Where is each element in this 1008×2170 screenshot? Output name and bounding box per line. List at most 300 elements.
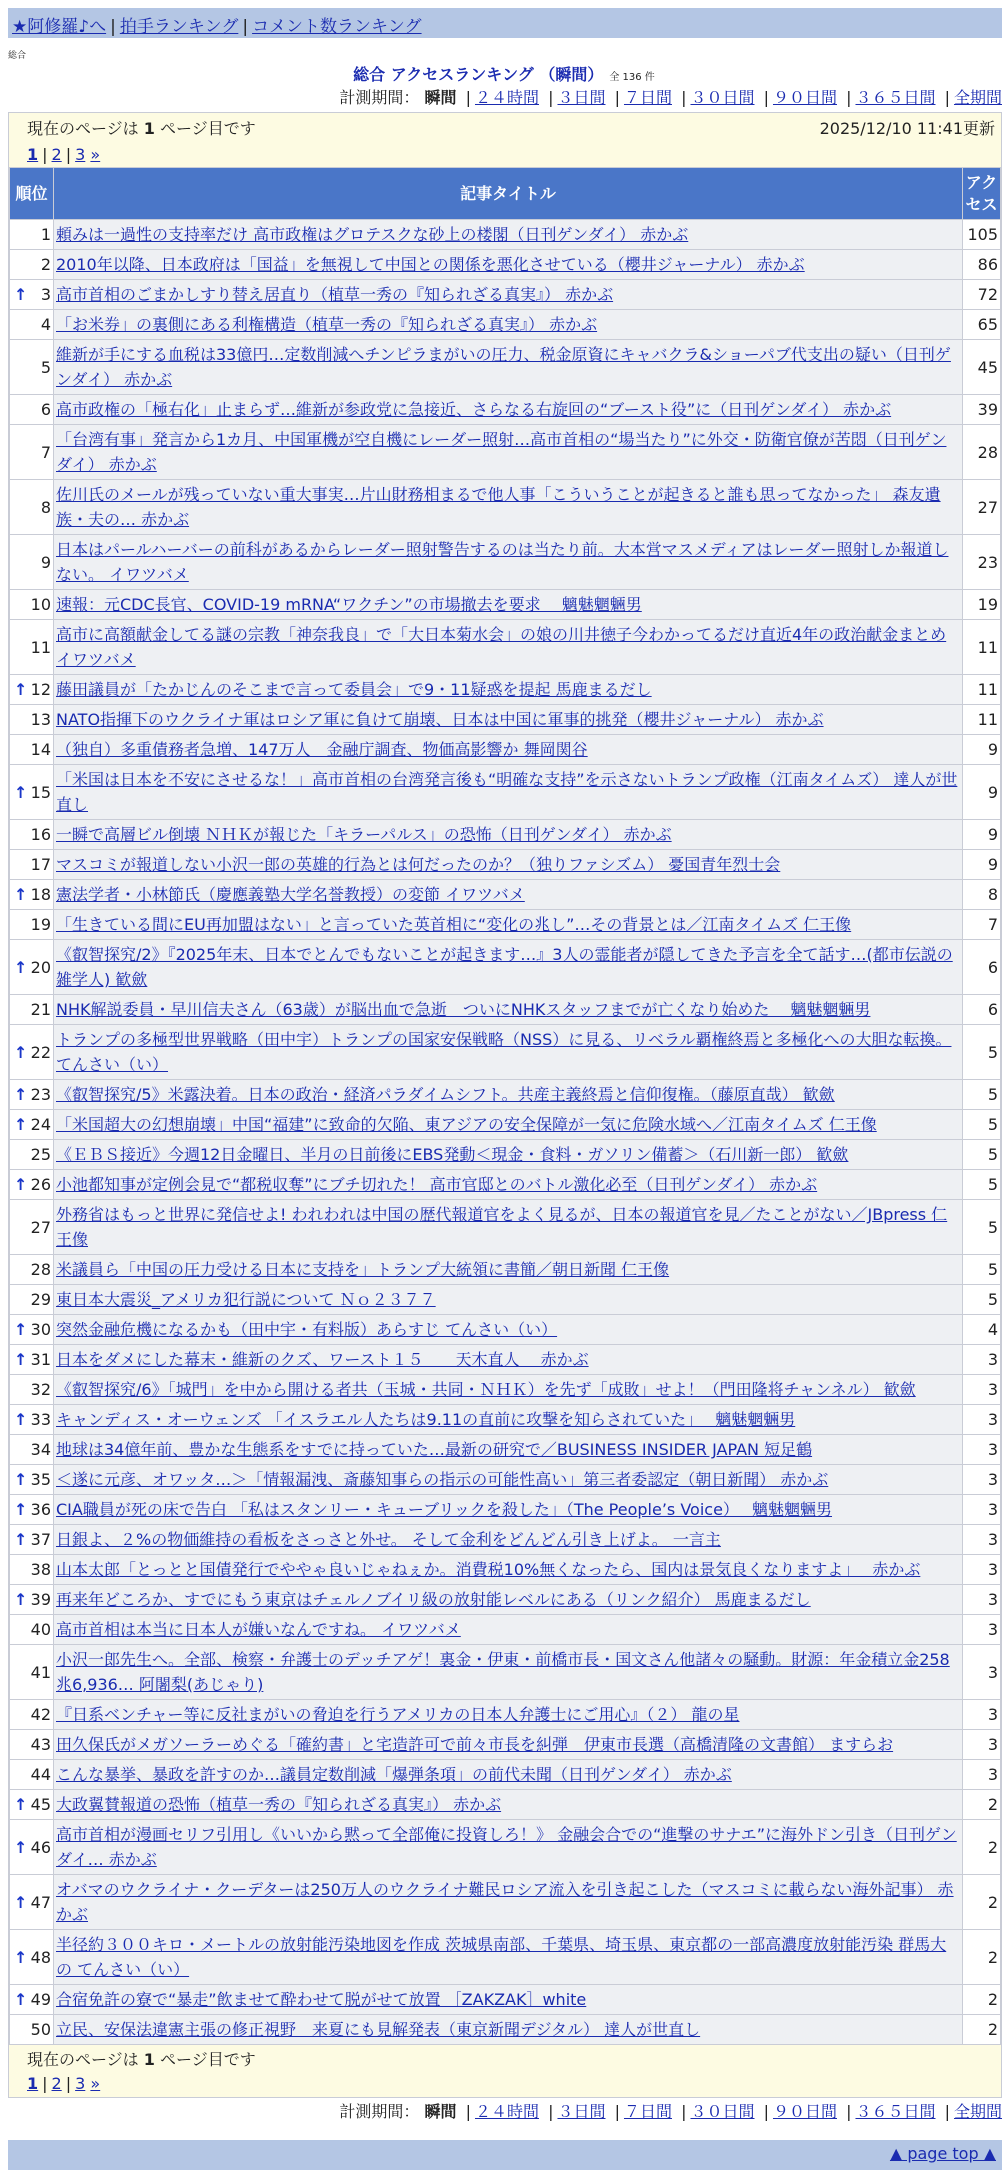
rank-number: 34: [30, 1440, 51, 1459]
access-count: 28: [963, 425, 1001, 480]
period-label: 計測期間：: [339, 2102, 420, 2121]
article-link[interactable]: 「米国は日本を不安にさせるな！」高市首相の台湾発言後も“明確な支持”を示さないトランプ政権（江南タイムズ） 達人が世直し: [56, 770, 958, 814]
rank-cell: [10, 1585, 54, 1615]
article-link[interactable]: 維新が手にする血税は33億円…定数削減へチンピラまがいの圧力、税金原資にキャバクラ&ショーパブ代支出の疑い（日刊ゲンダイ） 赤かぶ: [56, 345, 951, 389]
rank-number: 29: [30, 1290, 51, 1309]
title-cell: [54, 340, 963, 395]
title-cell: [54, 1255, 963, 1285]
access-count: 5: [963, 1080, 1001, 1110]
title-cell: [54, 1820, 963, 1875]
rank-cell: [10, 280, 54, 310]
title-cell: [54, 1525, 963, 1555]
rank-number: 1: [40, 225, 51, 244]
rank-number: 16: [30, 825, 51, 844]
article-link[interactable]: 半径約３００キロ・メートルの放射能汚染地図を作成 茨城県南部、千葉県、埼玉県、東京都の一部高濃度放射能汚染 群馬大の てんさい（い）: [56, 1935, 947, 1979]
period-24h[interactable]: ２４時間: [474, 88, 539, 107]
title-cell: [54, 2015, 963, 2045]
period-30d[interactable]: ３０日間: [690, 2102, 755, 2121]
rank-cell: [10, 590, 54, 620]
article-link[interactable]: 速報：元CDC長官、COVID-19 mRNA“ワクチン”の市場撤去を要求 魑魅魍魎男: [56, 595, 642, 614]
rank-cell: [10, 735, 54, 765]
access-count: 2: [963, 1875, 1001, 1930]
article-link[interactable]: NHK解説委員・早川信夫さん（63歳）が脳出血で急逝 ついにNHKスタッフまでが亡くなり始めた 魑魅魍魎男: [56, 1000, 871, 1019]
rank-number: 42: [30, 1705, 51, 1724]
rank-up-arrow-icon: ↑: [14, 1590, 28, 1609]
article-link[interactable]: 山本太郎「とっとと国債発行でややゃ良いじゃねぇか。消費税10%無くなったら、国内は景気良くなりますよ」 赤かぶ: [56, 1560, 921, 1579]
rank-cell: [10, 480, 54, 535]
rank-number: 4: [40, 315, 51, 334]
period-3d[interactable]: ３日間: [557, 2102, 606, 2121]
access-count: 72: [963, 280, 1001, 310]
access-count: 3: [963, 1645, 1001, 1700]
table-row: [10, 910, 1001, 940]
category-label: 総合: [8, 51, 27, 61]
ranking-table: [9, 167, 1001, 2045]
access-count: 5: [963, 1140, 1001, 1170]
header-access: アクセス: [963, 168, 1001, 220]
page-top-link[interactable]: ▲ page top ▲: [889, 2144, 996, 2163]
rank-number: 3: [40, 285, 51, 304]
page-next[interactable]: »: [90, 145, 101, 164]
article-link[interactable]: 《ＥＢＳ接近》今週12日金曜日、半月の日前後にEBS発動＜現金・食料・ガソリン備蓄＞（石川新一郎） 歓歛: [56, 1145, 849, 1164]
article-link[interactable]: 小沢一郎先生へ。全部、検察・弁護士のデッチアゲ！裏金・伊東・前橋市長・国文さん他諸々の騒動。財源：年金積立金258兆6,936… 阿闍梨(あじゃり): [56, 1650, 950, 1694]
article-link[interactable]: 高市に高額献金してる謎の宗教「神奈我良」で「大日本菊水会」の娘の川井徳子今わかってるだけ直近4年の政治献金まとめ イワツバメ: [56, 625, 947, 669]
rank-number: 30: [30, 1320, 51, 1339]
article-link[interactable]: マスコミが報道しない小沢一郎の英雄的行為とは何だったのか？（独りファシズム） 憂国青年烈士会: [56, 855, 781, 874]
rank-number: 28: [30, 1260, 51, 1279]
article-link[interactable]: 立民、安保法違憲主張の修正視野 来夏にも見解発表（東京新聞デジタル） 達人が世直し: [56, 2020, 701, 2039]
article-link[interactable]: 突然金融危機になるかも（田中宇・有料版）あらすじ てんさい（い）: [56, 1320, 558, 1339]
rank-number: 12: [30, 680, 51, 699]
table-row: [10, 1255, 1001, 1285]
rank-number: 50: [30, 2020, 51, 2039]
rank-cell: [10, 2015, 54, 2045]
rank-number: 15: [30, 782, 51, 802]
article-link[interactable]: 憲法学者・小林節氏（慶應義塾大学名誉教授）の変節 イワツバメ: [56, 885, 525, 904]
table-row: [10, 1790, 1001, 1820]
title-cell: [54, 1025, 963, 1080]
table-row: [10, 1025, 1001, 1080]
period-3d[interactable]: ３日間: [557, 88, 606, 107]
title-cell: [54, 1435, 963, 1465]
rank-number: 45: [30, 1795, 51, 1814]
article-link[interactable]: 外務省はもっと世界に発信せよ! われわれは中国の歴代報道官をよく見るが、日本の報道官を見／たことがない／JBpress 仁王像: [56, 1205, 948, 1249]
table-row: [10, 250, 1001, 280]
access-count: 3: [963, 1465, 1001, 1495]
table-row: [10, 1080, 1001, 1110]
article-link[interactable]: 《叡智探究/2》『2025年末、日本でとんでもないことが起きます…』3人の霊能者が隠してきた予言を全て話す…(都市伝説の雑学人) 歓歛: [56, 945, 953, 989]
title-cell: [54, 880, 963, 910]
bottom-bar: [8, 2140, 1002, 2170]
table-header: [10, 168, 1001, 220]
article-link[interactable]: 頼みは一過性の支持率だけ 高市政権はグロテスクな砂上の楼閣（日刊ゲンダイ） 赤かぶ: [56, 225, 689, 244]
rank-number: 17: [30, 855, 51, 874]
article-link[interactable]: 「米国超大の幻想崩壊」中国“福建”に致命的欠陥、東アジアの安全保障が一気に危険水域へ／江南タイムズ 仁王像: [56, 1115, 877, 1134]
rank-number: 47: [30, 1892, 51, 1912]
table-row: [10, 1820, 1001, 1875]
table-row: [10, 220, 1001, 250]
title-cell: [54, 1615, 963, 1645]
rank-up-arrow-icon: ↑: [14, 1500, 28, 1519]
rank-number: 23: [30, 1085, 51, 1104]
access-count: 3: [963, 1555, 1001, 1585]
item-count: 全 136 件: [609, 72, 655, 83]
rank-cell: [10, 220, 54, 250]
title-cell: [54, 1495, 963, 1525]
rank-up-arrow-icon: ↑: [14, 1175, 28, 1194]
table-row: [10, 1730, 1001, 1760]
article-link[interactable]: こんな暴挙、暴政を許すのか…議員定数削減「爆弾条項」の前代未聞（日刊ゲンダイ） 赤かぶ: [56, 1765, 732, 1784]
link-asyura[interactable]: ★阿修羅♪へ: [12, 17, 107, 37]
rank-number: 44: [30, 1765, 51, 1784]
title-cell: [54, 480, 963, 535]
table-row: [10, 940, 1001, 995]
access-count: 5: [963, 1110, 1001, 1140]
article-link[interactable]: 「台湾有事」発言から1カ月、中国軍機が空自機にレーダー照射…高市首相の“場当たり”に外交・防衛官僚が苦悶（日刊ゲンダイ） 赤かぶ: [56, 430, 947, 474]
link-clap-ranking[interactable]: 拍手ランキング: [119, 17, 239, 37]
table-row: [10, 620, 1001, 675]
access-count: 3: [963, 1525, 1001, 1555]
article-link[interactable]: 『日系ベンチャー等に反社まがいの脅迫を行うアメリカの日本人弁護士にご用心』（２） 龍の星: [56, 1705, 740, 1724]
page-info-footer: [9, 2045, 1001, 2097]
table-row: [10, 1140, 1001, 1170]
access-count: 11: [963, 620, 1001, 675]
top-nav: [8, 8, 1002, 38]
table-row: [10, 590, 1001, 620]
title-cell: [54, 250, 963, 280]
page-info-num: 1: [143, 119, 155, 138]
article-link[interactable]: 合宿免許の寮で“暴走”飲ませて酔わせて脱がせて放置 ［ZAKZAK］white: [56, 1990, 587, 2009]
period-90d[interactable]: ９０日間: [772, 2102, 837, 2121]
rank-number: 41: [30, 1662, 51, 1682]
rank-number: 8: [40, 497, 51, 517]
rank-number: 38: [30, 1560, 51, 1579]
rank-cell: [10, 535, 54, 590]
table-row: [10, 1930, 1001, 1985]
rank-cell: [10, 850, 54, 880]
rank-number: 36: [30, 1500, 51, 1519]
article-link[interactable]: NATO指揮下のウクライナ軍はロシア軍に負けて崩壊、日本は中国に軍事的挑発（櫻井ジャーナル） 赤かぶ: [56, 710, 824, 729]
rank-number: 10: [30, 595, 51, 614]
access-count: 4: [963, 1315, 1001, 1345]
access-count: 5: [963, 1285, 1001, 1315]
rank-cell: [10, 1170, 54, 1200]
rank-number: 27: [30, 1217, 51, 1237]
title-cell: [54, 820, 963, 850]
page-title: 総合 アクセスランキング （瞬間）: [353, 65, 604, 84]
access-count: 3: [963, 1730, 1001, 1760]
title-cell: [54, 1170, 963, 1200]
rank-up-arrow-icon: ↑: [14, 1410, 28, 1429]
article-link[interactable]: 日本をダメにした幕末・維新のクズ、ワースト１５ 天木直人 赤かぶ: [56, 1350, 589, 1369]
article-link[interactable]: （独自）多重債務者急増、147万人 金融庁調査、物価高影響か 舞岡関谷: [56, 740, 588, 759]
period-selector-bottom: 計測期間： 瞬間 | ２４時間 | ３日間 | ７日間 | ３０日間 | ９０日間 | ３６５日間 | 全期間: [339, 2102, 1002, 2121]
rank-cell: [10, 340, 54, 395]
table-row: [10, 1875, 1001, 1930]
table-row: [10, 995, 1001, 1025]
rank-number: 14: [30, 740, 51, 759]
rank-cell: [10, 1525, 54, 1555]
access-count: 6: [963, 995, 1001, 1025]
table-row: [10, 1615, 1001, 1645]
table-row: [10, 705, 1001, 735]
period-24h[interactable]: ２４時間: [474, 2102, 539, 2121]
header-rank: 順位: [10, 168, 54, 220]
rank-cell: [10, 1875, 54, 1930]
article-link[interactable]: 2010年以降、日本政府は「国益」を無視して中国との関係を悪化させている（櫻井ジャーナル） 赤かぶ: [56, 255, 805, 274]
page-link-3[interactable]: 3: [75, 145, 86, 164]
title-cell: [54, 705, 963, 735]
title-cell: [54, 1375, 963, 1405]
article-link[interactable]: キャンディス・オーウェンズ 「イスラエル人たちは9.11の直前に攻撃を知らされていた」 魑魅魍魎男: [56, 1410, 796, 1429]
page-info-suffix: ページ目です: [160, 119, 256, 138]
access-count: 5: [963, 1170, 1001, 1200]
article-link[interactable]: 再来年どころか、すでにもう東京はチェルノブイリ級の放射能レベルにある（リンク紹介） 馬鹿まるだし: [56, 1590, 811, 1609]
rank-number: 6: [40, 400, 51, 419]
rank-cell: [10, 1110, 54, 1140]
period-all[interactable]: 全期間: [953, 2102, 1002, 2121]
title-cell: [54, 1985, 963, 2015]
title-cell: [54, 765, 963, 820]
rank-cell: [10, 1465, 54, 1495]
access-count: 105: [963, 220, 1001, 250]
rank-cell: [10, 1645, 54, 1700]
access-count: 7: [963, 910, 1001, 940]
title-cell: [54, 1140, 963, 1170]
title-cell: [54, 1700, 963, 1730]
rank-cell: [10, 1200, 54, 1255]
rank-up-arrow-icon: ↑: [14, 1350, 28, 1369]
page-info-bar: [9, 113, 1001, 167]
rank-cell: [10, 1930, 54, 1985]
rank-cell: [10, 1615, 54, 1645]
rank-number: 39: [30, 1590, 51, 1609]
article-link[interactable]: オバマのウクライナ・クーデターは250万人のウクライナ難民ロシア流入を引き起こした（マスコミに載らない海外記事） 赤かぶ: [56, 1880, 954, 1924]
access-count: 2: [963, 1985, 1001, 2015]
rank-up-arrow-icon: ↑: [14, 1530, 28, 1549]
rank-number: 18: [30, 885, 51, 904]
table-row: [10, 735, 1001, 765]
article-link[interactable]: 小池都知事が定例会見で“都税収奪”にブチ切れた！ 高市官邸とのバトル激化必至（日刊ゲンダイ） 赤かぶ: [56, 1175, 818, 1194]
rank-number: 26: [30, 1175, 51, 1194]
title-cell: [54, 940, 963, 995]
title-cell: [54, 1760, 963, 1790]
rank-cell: [10, 1315, 54, 1345]
rank-up-arrow-icon: ↑: [14, 680, 28, 699]
rank-up-arrow-icon: ↑: [14, 1320, 28, 1339]
article-link[interactable]: 高市首相のごまかしすり替え居直り（植草一秀の『知られざる真実』） 赤かぶ: [56, 285, 614, 304]
rank-number: 9: [40, 552, 51, 572]
page-info-suffix: ページ目です: [160, 2050, 256, 2069]
article-link[interactable]: 東日本大震災_アメリカ犯行説について Ｎｏ２３７７: [56, 1290, 436, 1309]
article-link[interactable]: 「お米券」の裏側にある利権構造（植草一秀の『知られざる真実』） 赤かぶ: [56, 315, 598, 334]
table-row: [10, 1585, 1001, 1615]
table-row: [10, 340, 1001, 395]
rank-number: 24: [30, 1115, 51, 1134]
rank-cell: [10, 620, 54, 675]
title-cell: [54, 535, 963, 590]
rank-up-arrow-icon: ↑: [14, 1795, 28, 1814]
page-current[interactable]: 1: [27, 145, 39, 164]
period-7d[interactable]: ７日間: [623, 88, 672, 107]
page-link-2[interactable]: 2: [51, 145, 62, 164]
access-count: 3: [963, 1700, 1001, 1730]
access-count: 3: [963, 1615, 1001, 1645]
rank-cell: [10, 1700, 54, 1730]
rank-cell: [10, 1255, 54, 1285]
period-365d[interactable]: ３６５日間: [855, 2102, 936, 2121]
rank-cell: [10, 1025, 54, 1080]
table-row: [10, 675, 1001, 705]
separator: |: [242, 17, 249, 37]
rank-number: 40: [30, 1620, 51, 1639]
access-count: 9: [963, 820, 1001, 850]
table-row: [10, 1645, 1001, 1700]
table-row: [10, 1285, 1001, 1315]
title-cell: [54, 1200, 963, 1255]
link-comment-ranking[interactable]: コメント数ランキング: [252, 17, 422, 37]
pagination: 1 | 2 | 3 »: [27, 145, 101, 164]
access-count: 45: [963, 340, 1001, 395]
rank-cell: [10, 705, 54, 735]
period-selector: 計測期間： 瞬間 | ２４時間 | ３日間 | ７日間 | ３０日間 | ９０日間 | ３６５日間 | 全期間: [339, 88, 1002, 107]
page-current[interactable]: 1: [27, 2074, 39, 2093]
access-count: 2: [963, 2015, 1001, 2045]
title-cell: [54, 1315, 963, 1345]
article-link[interactable]: トランプの多極型世界戦略（田中宇）トランプの国家安保戦略（NSS）に見る、リベラル覇権終焉と多極化への大胆な転換。 てんさい（い）: [56, 1030, 952, 1074]
period-7d[interactable]: ７日間: [623, 2102, 672, 2121]
article-link[interactable]: 一瞬で高層ビル倒壊 ＮＨＫが報じた「キラーパルス」の恐怖（日刊ゲンダイ） 赤かぶ: [56, 825, 672, 844]
rank-cell: [10, 1080, 54, 1110]
article-link[interactable]: 大政翼賛報道の恐怖（植草一秀の『知られざる真実』） 赤かぶ: [56, 1795, 502, 1814]
access-count: 2: [963, 1930, 1001, 1985]
rank-cell: [10, 1760, 54, 1790]
period-365d[interactable]: ３６５日間: [855, 88, 936, 107]
article-link[interactable]: 地球は34億年前、豊かな生態系をすでに持っていた…最新の研究で／BUSINESS INSIDER JAPAN 短足鶴: [56, 1440, 813, 1459]
table-row: [10, 480, 1001, 535]
table-row: [10, 1985, 1001, 2015]
title-cell: [54, 1645, 963, 1700]
access-count: 23: [963, 535, 1001, 590]
title-cell: [54, 1555, 963, 1585]
page-link-3[interactable]: 3: [75, 2074, 86, 2093]
article-link[interactable]: 「生きている間にEU再加盟はない」と言っていた英首相に“変化の兆し”…その背景とは／江南タイムズ 仁王像: [56, 915, 852, 934]
title-cell: [54, 1465, 963, 1495]
table-row: [10, 280, 1001, 310]
article-link[interactable]: 高市政権の「極右化」止まらず…維新が参政党に急接近、さらなる右旋回の“ブースト役”に（日刊ゲンダイ） 赤かぶ: [56, 400, 892, 419]
table-row: [10, 820, 1001, 850]
article-link[interactable]: CIA職員が死の床で告白 「私はスタンリー・キューブリックを殺した」（The People’s Voice） 魑魅魍魎男: [56, 1500, 833, 1519]
article-link[interactable]: 高市首相が漫画セリフ引用し《いいから黙って全部俺に投資しろ！》 金融会合での“進撃のサナエ”に海外ドン引き（日刊ゲンダイ… 赤かぶ: [56, 1825, 957, 1869]
table-row: [10, 1495, 1001, 1525]
rank-cell: [10, 310, 54, 340]
table-row: [10, 2015, 1001, 2045]
title-cell: [54, 280, 963, 310]
article-link[interactable]: 高市首相は本当に日本人が嫌いなんですね。 イワツバメ: [56, 1620, 461, 1639]
page-info-prefix: 現在のページは: [27, 2050, 139, 2069]
article-link[interactable]: ＜遂に元彦、オワッタ…＞「情報漏洩、斎藤知事らの指示の可能性高い」第三者委認定（朝日新聞） 赤かぶ: [56, 1470, 829, 1489]
rank-number: 22: [30, 1042, 51, 1062]
table-row: [10, 1375, 1001, 1405]
title-cell: [54, 1930, 963, 1985]
table-row: [10, 1760, 1001, 1790]
access-count: 65: [963, 310, 1001, 340]
period-30d[interactable]: ３０日間: [690, 88, 755, 107]
rank-up-arrow-icon: ↑: [14, 1892, 28, 1912]
rank-up-arrow-icon: ↑: [14, 1042, 28, 1062]
rank-cell: [10, 765, 54, 820]
period-all[interactable]: 全期間: [953, 88, 1002, 107]
rank-number: 11: [30, 637, 51, 657]
article-link[interactable]: 《叡智探究/5》米露決着。日本の政治・経済パラダイムシフト。共産主義終焉と信仰復権。（藤原直哉） 歓歛: [56, 1085, 835, 1104]
title-cell: [54, 1405, 963, 1435]
access-count: 9: [963, 735, 1001, 765]
title-cell: [54, 620, 963, 675]
table-row: [10, 880, 1001, 910]
ranking-box: [8, 112, 1002, 2098]
table-row: [10, 850, 1001, 880]
rank-cell: [10, 995, 54, 1025]
access-count: 9: [963, 765, 1001, 820]
table-row: [10, 1525, 1001, 1555]
period-current: 瞬間: [424, 2102, 457, 2121]
title-cell: [54, 735, 963, 765]
article-link[interactable]: 田久保氏がメガソーラーめぐる「確約書」と宅造許可で前々市長を糾弾 伊東市長選（高橋清隆の文書館） ますらお: [56, 1735, 894, 1754]
article-link[interactable]: 藤田議員が「たかじんのそこまで言って委員会」で9・11疑惑を提起 馬鹿まるだし: [56, 680, 652, 699]
rank-cell: [10, 1375, 54, 1405]
table-row: [10, 310, 1001, 340]
table-row: [10, 1700, 1001, 1730]
rank-number: 19: [30, 915, 51, 934]
access-count: 5: [963, 1025, 1001, 1080]
rank-cell: [10, 1730, 54, 1760]
page-link-2[interactable]: 2: [51, 2074, 62, 2093]
rank-cell: [10, 1345, 54, 1375]
title-cell: [54, 910, 963, 940]
title-cell: [54, 1345, 963, 1375]
table-row: [10, 1465, 1001, 1495]
rank-up-arrow-icon: ↑: [14, 1085, 28, 1104]
access-count: 19: [963, 590, 1001, 620]
page-next[interactable]: »: [90, 2074, 101, 2093]
title-cell: [54, 1080, 963, 1110]
article-link[interactable]: 佐川氏のメールが残っていない重大事実…片山財務相まるで他人事「こういうことが起きると誰も思ってなかった」 森友遺族・夫の… 赤かぶ: [56, 485, 941, 529]
table-row: [10, 1405, 1001, 1435]
article-link[interactable]: 日銀よ、２%の物価維持の看板をさっさと外せ。 そして金利をどんどん引き上げよ。 一言主: [56, 1530, 721, 1549]
rank-cell: [10, 1790, 54, 1820]
period-current: 瞬間: [424, 88, 457, 107]
article-link[interactable]: 米議員ら「中国の圧力受ける日本に支持を」トランプ大統領に書簡／朝日新聞 仁王像: [56, 1260, 670, 1279]
rank-cell: [10, 1285, 54, 1315]
pagination-bottom: 1 | 2 | 3 »: [27, 2074, 101, 2093]
table-row: [10, 1170, 1001, 1200]
access-count: 3: [963, 1435, 1001, 1465]
access-count: 3: [963, 1375, 1001, 1405]
rank-cell: [10, 675, 54, 705]
access-count: 3: [963, 1585, 1001, 1615]
article-link[interactable]: 《叡智探究/6》「城門」を中から開ける者共（玉城・共同・ＮＨＫ）を先ず「成敗」せよ！（門田隆将チャンネル） 歓歛: [56, 1380, 916, 1399]
period-90d[interactable]: ９０日間: [772, 88, 837, 107]
rank-number: 25: [30, 1145, 51, 1164]
rank-number: 37: [30, 1530, 51, 1549]
rank-number: 46: [30, 1837, 51, 1857]
table-row: [10, 1315, 1001, 1345]
table-row: [10, 1435, 1001, 1465]
article-link[interactable]: 日本はパールハーバーの前科があるからレーダー照射警告するのは当たり前。大本営マスメディアはレーダー照射しか報道しない。 イワツバメ: [56, 540, 949, 584]
rank-number: 31: [30, 1350, 51, 1369]
title-cell: [54, 675, 963, 705]
title-cell: [54, 395, 963, 425]
